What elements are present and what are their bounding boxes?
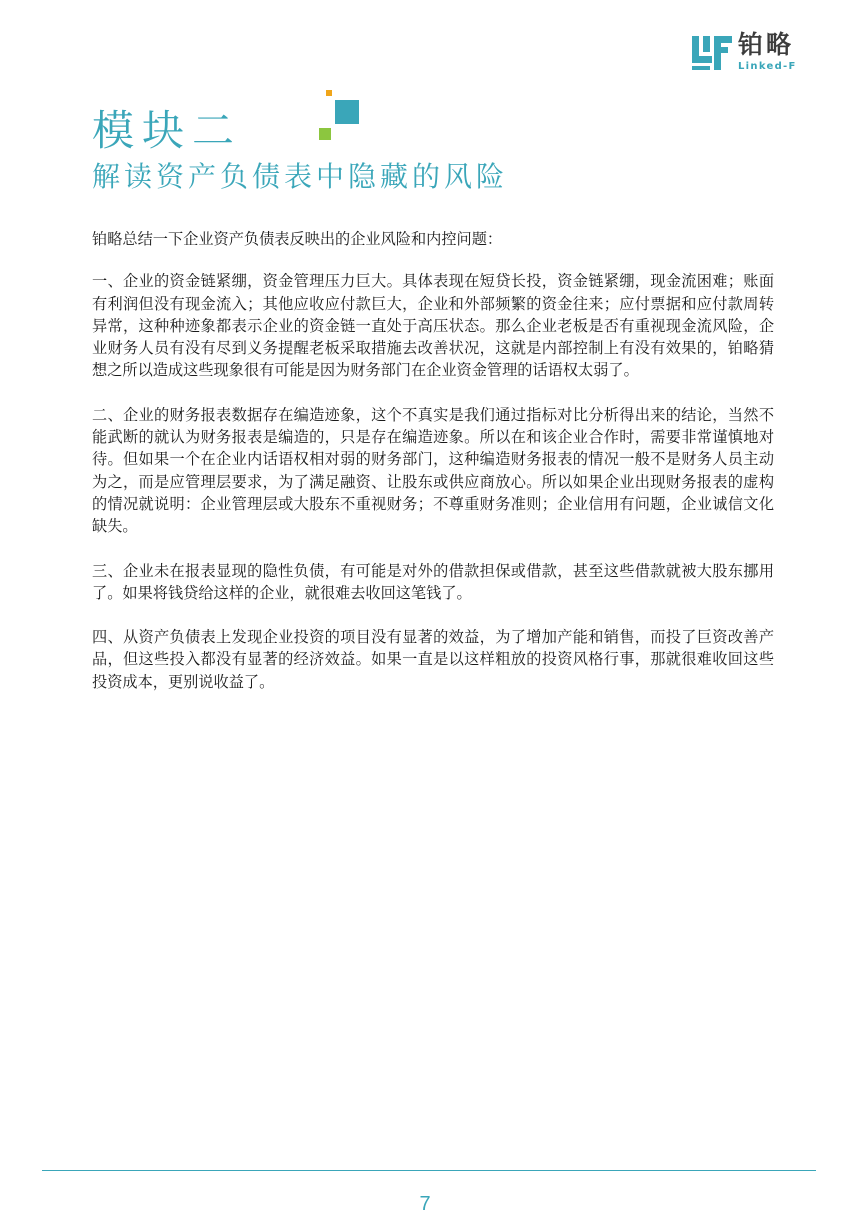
logo-chinese-name: 铂略 <box>738 30 795 59</box>
decorative-squares-icon <box>315 90 365 144</box>
brand-logo <box>692 30 812 78</box>
linked-f-logo-icon <box>692 34 732 72</box>
logo-english-name: Linked-F <box>738 61 797 72</box>
risk-paragraph-1: 一、企业的资金链紧绷，资金管理压力巨大。具体表现在短贷长投，资金链紧绷，现金流困难；账面有利润但没有现金流入；其他应收应付款巨大，企业和外部频繁的资金往来；应付票据和应付款周转异常，这种种迹象都表示企业的资金链一直处于高压状态。那么企业老板是否有重视现金流风险，企业财务人员有没有尽到义务提醒老板采取措施去改善状况，这就是内部控制上有没有效果的，铂略猜想之所以造成这些现象很有可能是因为财务部门在企业资金管理的话语权太弱了。 <box>92 272 774 380</box>
module-title: 模块二 <box>92 106 243 155</box>
risk-paragraph-4: 四、从资产负债表上发现企业投资的项目没有显著的效益，为了增加产能和销售，而投了巨资改善产品，但这些投入都没有显著的经济效益。如果一直是以这样粗放的投资风格行事，那就很难收回这些投资成本，更别说收益了。 <box>92 628 774 691</box>
article-body <box>92 228 774 715</box>
risk-paragraph-3: 三、企业未在报表显现的隐性负债，有可能是对外的借款担保或借款，甚至这些借款就被大股东挪用了。如果将钱贷给这样的企业，就很难去收回这笔钱了。 <box>92 561 774 602</box>
risk-paragraph-2: 二、企业的财务报表数据存在编造迹象，这个不真实是我们通过指标对比分析得出来的结论，当然不能武断的就认为财务报表是编造的，只是存在编造迹象。所以在和该企业合作时，需要非常谨慎地对待。但如果一个在企业内话语权相对弱的财务部门，这种编造财务报表的情况一般不是财务人员主动为之，而是应管理层要求，为了满足融资、让股东或供应商放心。所以如果企业出现财务报表的虚构的情况就说明：企业管理层或大股东不重视财务；不尊重财务准则；企业信用有问题，企业诚信文化缺失。 <box>92 405 774 536</box>
module-subtitle: 解读资产负债表中隐藏的风险 <box>92 160 509 193</box>
page-number: 7 <box>419 1193 431 1215</box>
footer-divider <box>42 1170 816 1171</box>
intro-paragraph: 铂略总结一下企业资产负债表反映出的企业风险和内控问题： <box>92 230 503 248</box>
